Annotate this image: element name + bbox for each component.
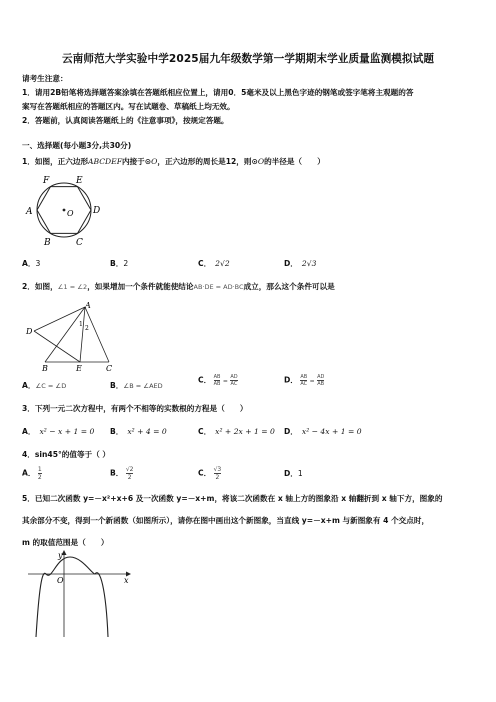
label-e: E xyxy=(76,364,82,372)
label-o: O xyxy=(57,576,64,585)
angle-1-label: 1 xyxy=(79,321,83,328)
question-1-option-a: A．3 xyxy=(22,259,41,268)
notice-item-1-line-1: 1．请用2B铅笔将选择题答案涂填在答题纸相应位置上，请用0．5毫米及以上黑色字迹的钢笔或签字笔将主观题的答 xyxy=(22,88,414,97)
question-3-option-d: D． x² − 4x + 1 = 0 xyxy=(284,427,362,436)
question-4-option-c: C． $\frac{√3}{2}$ xyxy=(198,466,222,481)
angle-2-label: 2 xyxy=(85,325,89,332)
question-4-option-b: B． $\frac{√2}{2}$ xyxy=(110,466,134,481)
label-e: E xyxy=(76,176,83,186)
question-3-stem: 3．下列一元二次方程中，有两个不相等的实数根的方程是（ ） xyxy=(22,404,248,413)
question-2-stem: 2．如图，∠1 = ∠2，如果增加一个条件就能使结论AB·DE = AD·BC成立，那么这个条件可以是 xyxy=(22,282,335,291)
question-1-option-d: D． 2√3 xyxy=(284,259,317,268)
question-1-option-b: B．2 xyxy=(110,259,129,268)
segment-ac xyxy=(85,307,109,362)
segment-ae xyxy=(80,307,85,362)
question-5-line-2: 其余部分不变，得到一个新函数（如图所示），请你在图中画出这个新图象，当直线 y=－x+m 与新图象有 4 个交点时， xyxy=(22,516,430,525)
label-a: A xyxy=(26,207,33,217)
label-o: O xyxy=(67,209,74,218)
section-heading: 一、选择题(每小题3分,共30分) xyxy=(22,141,132,150)
question-4-option-a: A． $\frac{1}{2}$ xyxy=(22,466,42,481)
notice-item-2: 2．答题前，认真阅读答题纸上的《注意事项》，按规定答题。 xyxy=(22,116,229,125)
label-x: x xyxy=(124,576,129,585)
label-a: A xyxy=(85,301,91,310)
question-4-stem: 4．sin45°的值等于（ ） xyxy=(22,450,110,459)
hexagon-figure xyxy=(22,172,104,248)
label-y: y xyxy=(58,551,63,560)
question-3-option-c: C． x² + 2x + 1 = 0 xyxy=(198,427,275,436)
segment-de xyxy=(34,331,80,362)
notice-item-1-line-2: 案写在答题纸相应的答题区内。写在试题卷、草稿纸上均无效。 xyxy=(22,102,235,111)
question-2-option-b: B．∠B = ∠AED xyxy=(110,381,163,390)
label-c: C xyxy=(106,364,113,372)
question-3-option-b: B． x² + 4 = 0 xyxy=(110,427,167,436)
question-1-option-c: C． 2√2 xyxy=(198,259,230,268)
center-point xyxy=(63,209,66,212)
label-c: C xyxy=(76,238,83,248)
label-f: F xyxy=(43,176,50,186)
question-3-option-a: A． x² − x + 1 = 0 xyxy=(22,427,95,436)
question-5-line-3: m 的取值范围是（ ） xyxy=(22,538,109,547)
page-title: 云南师范大学实验中学2025届九年级数学第一学期期末学业质量监测模拟试题 xyxy=(61,53,435,65)
question-5-line-1: 5．已知二次函数 y=－x²+x+6 及一次函数 y=－x+m，将该二次函数在 x 轴上方的图象沿 x 轴翻折到 x 轴下方，图象的 xyxy=(22,494,443,503)
question-2-option-c: C． $\frac{AB}{AB}$ = $\frac{AD}{AC}$ xyxy=(198,374,238,387)
segment-da xyxy=(34,307,85,331)
label-b: B xyxy=(44,238,51,248)
question-2-option-a: A．∠C = ∠D xyxy=(22,381,67,390)
question-4-option-d: D．1 xyxy=(284,469,303,478)
triangle-figure xyxy=(22,300,122,372)
label-d: D xyxy=(93,206,101,216)
parabola-figure xyxy=(22,549,134,641)
new-function-curve xyxy=(36,557,108,637)
label-b: B xyxy=(42,364,48,372)
notice-heading: 请考生注意： xyxy=(22,74,68,83)
label-d: D xyxy=(26,327,33,336)
question-2-option-d: D． $\frac{AB}{AC}$ = $\frac{AD}{AB}$ xyxy=(284,374,325,387)
segment-ab xyxy=(45,307,85,362)
question-1-stem: 1．如图，正六边形ABCDEF内接于⊙O，正六边形的周长是12，则⊙O的半径是（ ） xyxy=(22,157,325,166)
